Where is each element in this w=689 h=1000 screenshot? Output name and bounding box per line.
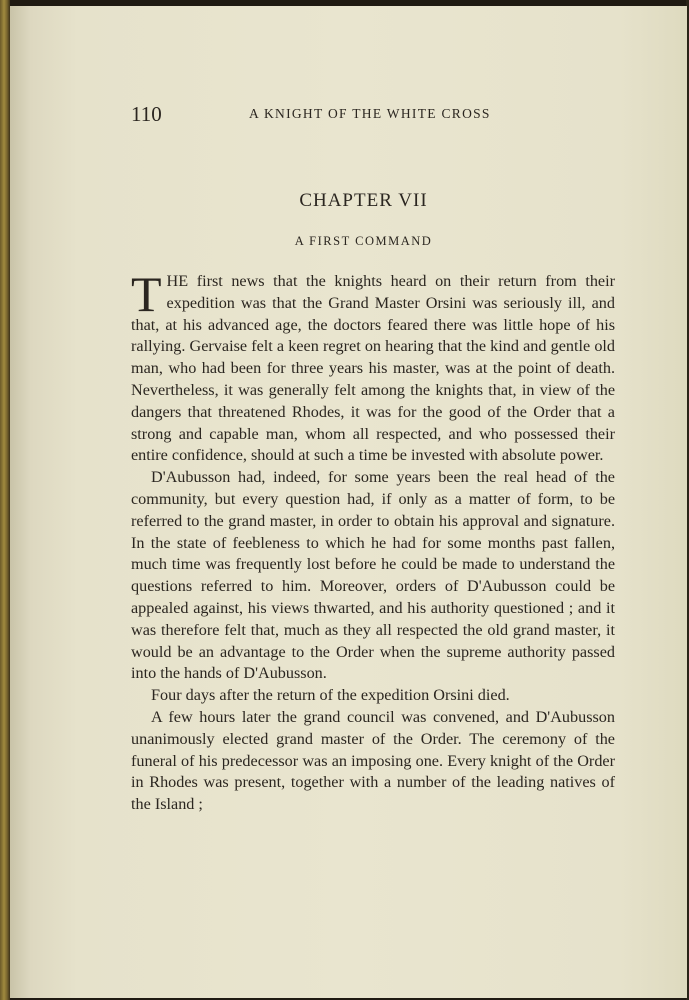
chapter-title: CHAPTER VII — [299, 190, 428, 211]
body-text — [131, 266, 615, 816]
paragraph-4: A few hours later the grand council was convened, and D'Aubusson unanimously elected grand master of the Order. The ceremony of the funeral of his predecessor was an imposing one. Every knight of the Order in Rhodes was present, together with a number of the leading natives of the Island ; — [131, 707, 615, 814]
paragraph-3: Four days after the return of the expedition Orsini died. — [151, 686, 510, 705]
drop-cap: T — [131, 266, 162, 322]
book-page — [10, 6, 687, 998]
page-number: 110 — [131, 102, 162, 126]
paragraph-1 — [131, 266, 615, 467]
book-binding — [0, 0, 10, 1000]
paragraph-text: HE first news that the knights heard on their return from their expedition was that the Grand Master Orsini was seriously ill, and that, at his advanced age, the doctors feared there was little hope of his rallying. Gervaise felt a keen regret on hearing that the kind and gentle old man, who had been for three years his master, was at the point of death. Nevertheless, it was generally felt among the knights that, in view of the dangers that threatened Rhodes, it was for the good of the Order that a strong and capable man, whom all respected, and who possessed their entire confidence, should at such a time be invested with absolute power. — [131, 272, 615, 465]
paragraph-2: D'Aubusson had, indeed, for some years been the real head of the community, but every question had, if only as a matter of form, to be referred to the grand master, in order to obtain his approval and signature. In the state of feebleness to which he had for some months past fallen, much time was frequently lost before he could be made to understand the questions referred to him. Moreover, orders of D'Aubusson could be appealed against, his views thwarted, and his authority questioned ; and it was therefore felt that, much as they all respected the old grand master, it would be an advantage to the Order when the supreme authority passed into the hands of D'Aubusson. — [131, 468, 615, 683]
chapter-subtitle: A FIRST COMMAND — [294, 234, 433, 248]
page-header — [10, 102, 687, 132]
running-head: A KNIGHT OF THE WHITE CROSS — [249, 106, 491, 121]
